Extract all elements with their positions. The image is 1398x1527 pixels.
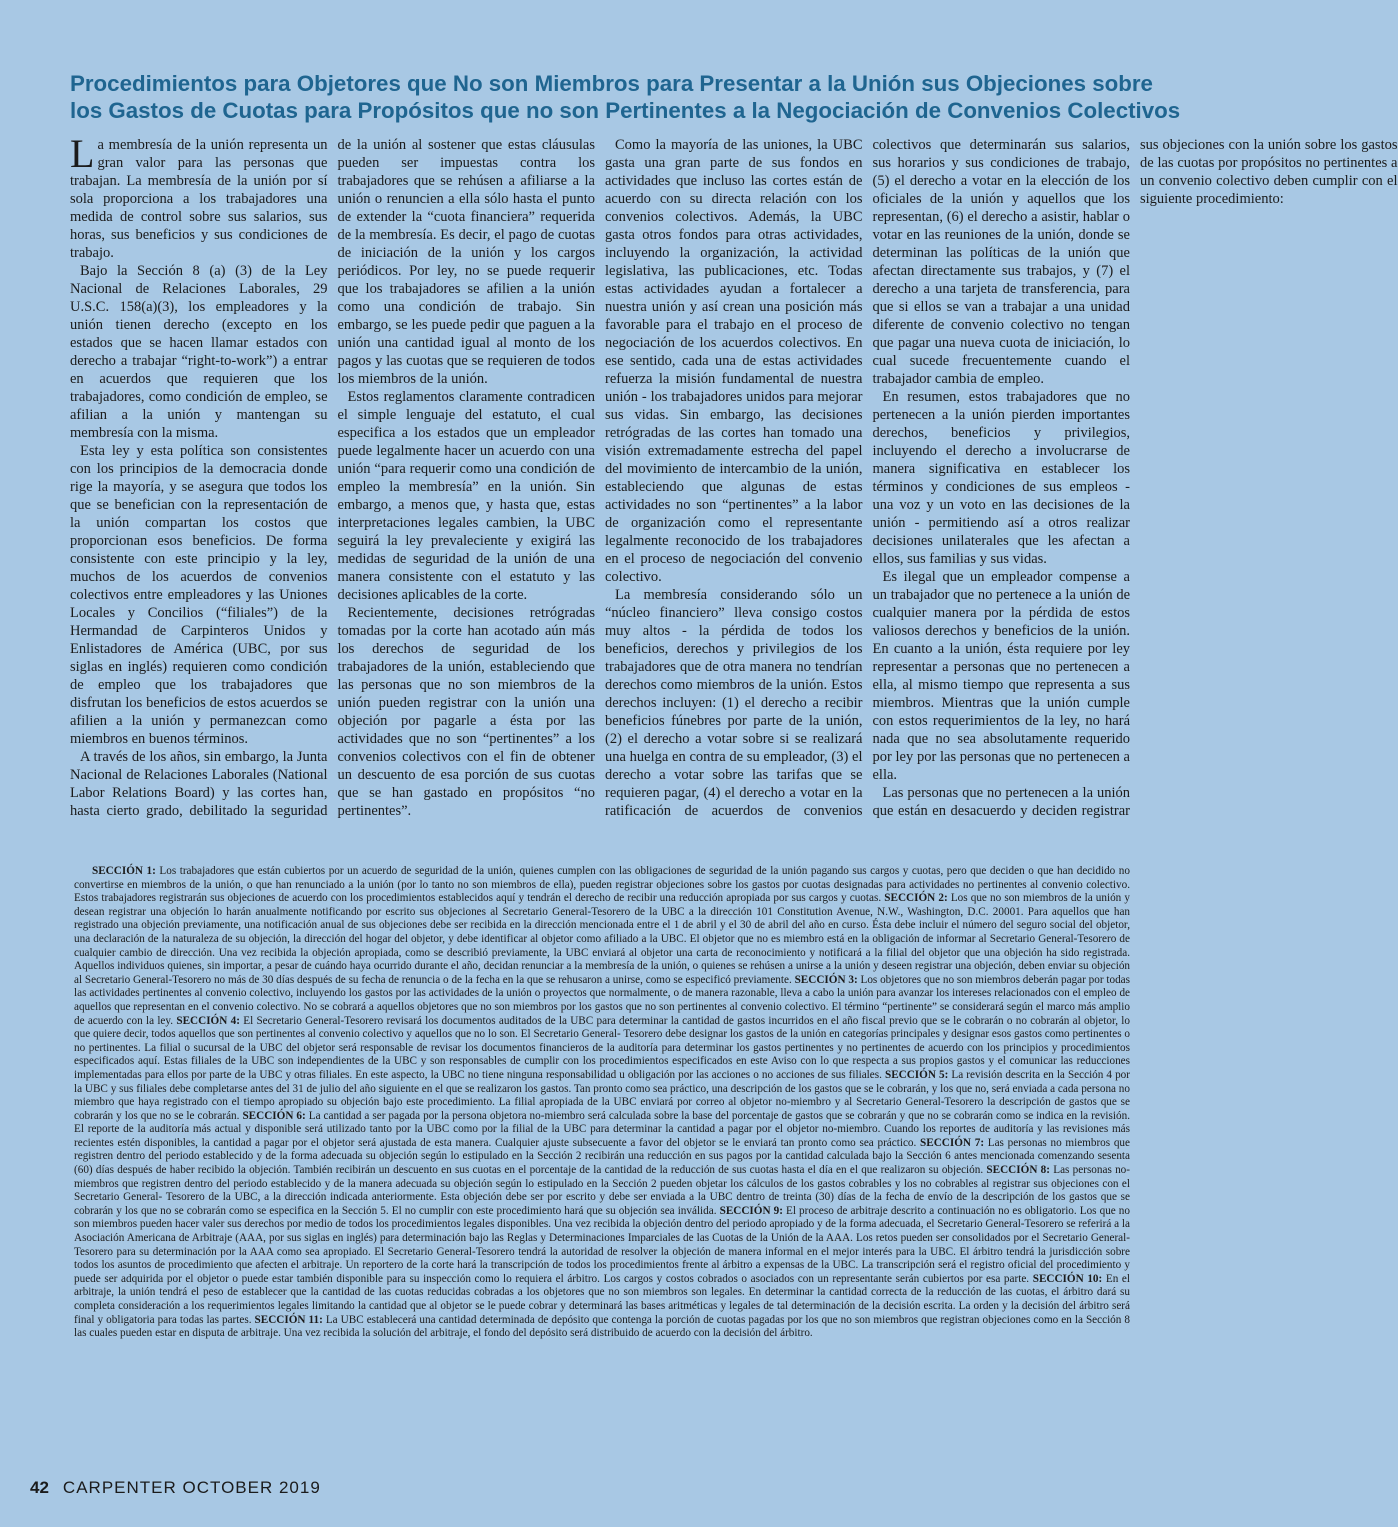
section-label: SECCIÓN 6: <box>242 1109 306 1122</box>
title-line-1: Procedimientos para Objetores que No son Miembros para Presentar a la Unión sus Objeciones sobre <box>70 71 1153 96</box>
article-body <box>70 131 1398 836</box>
section-label: SECCIÓN 5: <box>884 1068 949 1081</box>
body-paragraph: Recientemente, decisiones retrógradas tomadas por la corte han acotado aún más los derechos de seguridad de los trabajadores de la unión, estableciendo que las personas que no son miembros de la unión pueden registrar con la unión una objeción por pagarle a ésta por las actividades que no son “pertinentes” a los convenios colectivos con el fin de obtener un descuento de esa porción de sus cuotas que se han gastado en propósitos “no pertinentes”. <box>337 605 595 819</box>
section-label: SECCIÓN 1: <box>92 865 156 877</box>
section-text: Los que no son miembros de la unión y desean registrar una objeción lo harán anualmente notificando por escrito sus objeciones al Secretario General-Tesorero de la UBC a la dirección 101 Constitution Avenue, N.W., Washington, D.C. 20001. Para aquellos que han registrado una objeción previamente, una notificación anual de sus objeciones debe ser recibida en la dirección mencionada entre el 1 de abril y el 30 de abril del año en curso. Ésta debe incluir el número del seguro social del objetor, una declaración de la naturaleza de su objeción, la dirección del hogar del objetor, y debe identificar al objetor como afiliado a la UBC. El objetor que no es miembro está en la obligación de informar al Secretario General-Tesorero de cualquier cambio de dirección. Una vez recibida la objeción apropiada, como se describió previamente, la UBC enviará al objetor una carta de reconocimiento y notificará a la filial del objetor que una objeción ha sido registrada. Aquellos individuos quienes, sin importar, a pesar de cuándo haya ocurrido durante el año, decidan renunciar a la membresía de la unión, o quienes se rehúsen a unirse a la unión y deseen registrar una objeción, deben enviar su objeción al Secretario General-Tesorero no más de 30 días después de su fecha de renuncia o de la fecha en la que se rehusaron a unirse, como se especificó previamente. <box>74 892 1130 986</box>
section-label: SECCIÓN 8: <box>986 1164 1050 1177</box>
section-label: SECCIÓN 7: <box>920 1136 985 1149</box>
magazine-issue: CARPENTER OCTOBER 2019 <box>62 1478 321 1497</box>
section-text: Las personas no-miembros que registren dentro del periodo establecido y de la manera adecuada su objeción según lo estipulado en la Sección 2 pueden objetar los cálculos de los gastos cobrables y los no cobrables al registrar sus objeciones con el Secretario General- Tesorero de la UBC, a la dirección indicada anteriormente. Esta objeción debe ser por escrito y debe ser enviada a la UBC dentro de treinta (30) días de la fecha de envío de la descripción de los gastos que se cobrarán y los que no se cobrarán como se especifica en la Sección 5. El no cumplir con este procedimiento hará que su objeción sea inválida. <box>74 1164 1130 1217</box>
section-text: Los trabajadores que están cubiertos por un acuerdo de seguridad de la unión, quienes cumplen con las obligaciones de seguridad de la unión pagando sus cargos y cuotas, pero que deciden o que han decidido no convertirse en miembros de la unión, o que han renunciado a la unión (por lo tanto no son miembros de ella), pueden registrar objeciones sobre los gastos por cuotas designadas para actividades no pertinentes al convenio colectivo. Estos trabajadores registrarán sus objeciones de acuerdo con los procedimientos establecidos aquí y tendrán el derecho de recibir una reducción apropiada por sus cargos y cuotas. <box>74 865 1130 905</box>
body-paragraph: Las personas que no pertenecen a la unión que están en desacuerdo y deciden registrar sus objeciones con la unión sobre los gastos de las cuotas por propósitos no pertinentes a un convenio colectivo deben cumplir con el siguiente procedimiento: <box>872 137 1398 819</box>
section-label: SECCIÓN 10: <box>1032 1272 1103 1285</box>
page-title <box>70 70 1181 124</box>
body-paragraph: Es ilegal que un empleador compense a un trabajador que no pertenece a la unión de cualquier manera por la pérdida de estos valiosos derechos y beneficios de la unión. En cuanto a la unión, ésta requiere por ley representar a personas que no pertenecen a ella, al mismo tiempo que representa a sus miembros. Mientras que la unión cumple con estos requerimientos de la ley, no hará nada que no sea absolutamente requerido por ley por las personas que no pertenecen a ella. <box>872 569 1130 783</box>
section-text: Las personas no miembros que registren dentro del periodo establecido y de la forma adecuada su objeción según lo estipulado en la Sección 2 recibirán una reducción en sus pagos por la cantidad calculada bajo la Sección 6 antes mencionada comenzando sesenta (60) días después de haber recibido la objeción. También recibirán un descuento en sus cuotas en el porcentaje de la cantidad de la reducción de sus cuotas hasta el día en el que realizaron su objeción. <box>74 1136 1130 1177</box>
body-paragraph: A través de los años, sin embargo, la Junta Nacional de Relaciones Laborales (National Labor Relations Board) y las cortes han, hasta cierto grado, debilitado la seguridad de la unión al sostener que estas cláusulas pueden ser impuestas contra los trabajadores que se rehúsen a afiliarse a la unión o renuncien a ella sólo hasta el punto de extender la “cuota financiera” requerida de la membresía. Es decir, el pago de cuotas de iniciación de la unión y los cargos periódicos. Por ley, no se puede requerir que los trabajadores se afilien a la unión como una condición de trabajo. Sin embargo, se les puede pedir que paguen a la unión una cantidad igual al monto de los pagos y las cuotas que se requieren de todos los miembros de la unión. <box>70 137 595 819</box>
section-label: SECCIÓN 9: <box>719 1204 783 1217</box>
page-footer <box>30 1478 321 1498</box>
section-label: SECCIÓN 2: <box>884 892 948 905</box>
section-text: La revisión descrita en la Sección 4 por la UBC y sus filiales debe completarse antes del 31 de julio del año siguiente en el que se realizaron los gastos. Tan pronto como sea práctico, una descripción de los gastos que se le cobrarán, y los que no, será enviada a cada persona no miembro que haya registrado con el tiempo apropiado su objeción bajo este procedimiento. La filial apropiada de la UBC enviará por correo al objetor no-miembro y al Secretario General-Tesorero la descripción de gastos que se cobrarán y los que no se le cobrarán. <box>74 1068 1130 1122</box>
section-text: El Secretario General-Tesorero revisará los documentos auditados de la UBC para determinar la cantidad de gastos incurridos en el año fiscal previo que se le cobrarán o no cobrarán al objetor, lo que quiere decir, todos aquellos que son pertinentes al convenio colectivo y aquellos que no lo son. El Secretario General- Tesorero debe designar los gastos de la unión en categorías principales y designar esos gastos como pertinentes o no pertinentes. La filial o sucursal de la UBC del objetor será responsable de revisar los documentos financieros de la auditoría para determinar los gastos pertinentes y no pertinentes de acuerdo con los principios y procedimientos especificados aquí. Estas filiales de la UBC son independientes de la UBC y son responsables de cumplir con los procedimientos especificados en este Aviso con lo que respecta a sus propios gastos y el comunicar las reducciones implementadas para ellos por parte de la UBC y otras filiales. En este aspecto, la UBC no tiene ninguna responsabilidad u obligación por las acciones o no acciones de sus filiales. <box>74 1014 1131 1081</box>
body-paragraph: La membresía de la unión representa un gran valor para las personas que trabajan. La membresía de la unión por sí sola proporciona a los trabajadores una medida de control sobre sus salarios, sus horas, sus beneficios y sus condiciones de trabajo. <box>70 131 328 261</box>
page-number: 42 <box>30 1478 49 1497</box>
section-text: La UBC establecerá una cantidad determinada de depósito que contenga la porción de cuotas pagadas por los que no son miembros que registran objeciones como en la Sección 8 las cuales pueden estar en disputa de arbitraje. Una vez recibida la solución del arbitraje, el fondo del depósito será distribuido de acuerdo con la decisión del árbitro. <box>74 1313 1130 1340</box>
section-label: SECCIÓN 11: <box>254 1313 323 1326</box>
section-text: En el arbitraje, la unión tendrá el peso de establecer que la cantidad de las cuotas reducidas cobradas a los objetores que no son miembros son legales. En determinar la cantidad correcta de la reducción de las cuotas, el árbitro dará su completa consideración a los requerimientos legales limitando la cantidad que al objetor se le puede cobrar y determinará las bases aritméticas y legales de tal determinación de la decisión escrita. La orden y la decisión del árbitro será final y obligatoria para todas las partes. <box>74 1272 1131 1326</box>
body-paragraph: Esta ley y esta política son consistentes con los principios de la democracia donde rige la mayoría, y se asegura que todos los que se benefician con la representación de la unión compartan los costos que proporcionan esos beneficios. De forma consistente con este principio y la ley, muchos de los acuerdos de convenios colectivos entre empleadores y las Uniones Locales y Concilios (“filiales”) de la Hermandad de Carpinteros Unidos y Enlistadores de América (UBC, por sus siglas en inglés) requieren como condición de empleo que los trabajadores que disfrutan los beneficios de estos acuerdos se afilien a la unión y permanezcan como miembros en buenos términos. <box>70 443 328 747</box>
body-paragraph: Como la mayoría de las uniones, la UBC gasta una gran parte de sus fondos en actividades que incluso las cortes están de acuerdo con su directa relación con los convenios colectivos. Además, la UBC gasta otros fondos para otras actividades, incluyendo la organización, la actividad legislativa, las publicaciones, etc. Todas estas actividades ayudan a fortalecer a nuestra unión y así crean una posición más favorable para el trabajo en el proceso de negociación de los acuerdos colectivos. En ese sentido, cada una de estas actividades refuerza la misión fundamental de nuestra unión - los trabajadores unidos para mejorar sus vidas. Sin embargo, las decisiones retrógradas de las cortes han tomado una visión extremadamente estrecha del papel del movimiento de intercambio de la unión, estableciendo que algunas de estas actividades no son “pertinentes” a la labor de organización como el representante legalmente reconocido de los trabajadores en el proceso de negociación del convenio colectivo. <box>605 137 863 585</box>
title-line-2: los Gastos de Cuotas para Propósitos que no son Pertinentes a la Negociación de Convenios Colectivos <box>70 98 1181 123</box>
section-text: El proceso de arbitraje descrito a continuación no es obligatorio. Los que no son miembros pueden hacer valer sus derechos por medio de todos los procedimientos legales disponibles. Una vez recibida la objeción dentro del periodo apropiado y de la forma adecuada, el Secretario General-Tesorero se referirá a la Asociación Americana de Arbitraje (AAA, por sus siglas en inglés) para determinación bajo las Reglas y Determinaciones Imparciales de las Cuotas de la Unión de la AAA. Los retos pueden ser consolidados por el Secretario General-Tesorero para su determinación por la AAA como sea apropiado. El Secretario General-Tesorero tendrá la autoridad de resolver la objeción de manera informal en el mejor interés para la UBC. El árbitro tendrá la jurisdicción sobre todos los asuntos de procedimiento que afecten el arbitraje. Un reportero de la corte hará la transcripción de todos los procedimientos frente al árbitro a expensas de la UBC. La transcripción será el registro oficial del procedimiento y puede ser adquirida por el objetor o puede estar también disponible para su inspección como lo requiera el árbitro. Los cargos y costos cobrados o asociados con un representante serán cubiertos por esa parte. <box>74 1204 1130 1285</box>
drop-cap: L <box>70 131 95 176</box>
body-paragraph: Bajo la Sección 8 (a) (3) de la Ley Nacional de Relaciones Laborales, 29 U.S.C. 158(a)(3), los empleadores y la unión tienen derecho (excepto en los estados que se hacen llamar estados con derecho a trabajar “right-to-work”) a entrar en acuerdos que requieren que los trabajadores, como condición de empleo, se afilian a la unión y mantengan su membresía con la misma. <box>70 263 328 441</box>
section-text: Los objetores que no son miembros deberán pagar por todas las actividades pertinentes al convenio colectivo, incluyendo los gastos por las actividades de la unión o proyectos que normalmente, o de manera razonable, lleva a cabo la unión para avanzar los intereses relacionados con el empleo de aquellos que representan en el convenio colectivo. No se cobrará a aquellos objetores que no son miembros por los gastos que no son pertinentes al convenio colectivo. El término “pertinente” se considerará según el marco más amplio de acuerdo con la ley. <box>74 973 1130 1027</box>
body-paragraph: Estos reglamentos claramente contradicen el simple lenguaje del estatuto, el cual especifica a los estados que un empleador puede legalmente hacer un acuerdo con una unión “para requerir como una condición de empleo la membresía” en la unión. Sin embargo, a menos que, y hasta que, estas interpretaciones legales cambien, la UBC seguirá la ley prevaleciente y exigirá las medidas de seguridad de la unión de una manera consistente con el estatuto y las decisiones aplicables de la corte. <box>337 389 595 603</box>
body-paragraph: La membresía considerando sólo un “núcleo financiero” lleva consigo costos muy altos - la pérdida de todos los beneficios, derechos y privilegios de los trabajadores que de otra manera no tendrían derechos como miembros de la unión. Estos derechos incluyen: (1) el derecho a recibir beneficios fúnebres por parte de la unión, (2) el derecho a votar sobre si se realizará una huelga en contra de su empleador, (3) el derecho a votar sobre las tarifas que se requieren pagar, (4) el derecho a votar en la ratificación de acuerdos de convenios colectivos que determinarán sus salarios, sus horarios y sus condiciones de trabajo, (5) el derecho a votar en la elección de los oficiales de la unión y aquellos que los representan, (6) el derecho a asistir, hablar o votar en las reuniones de la unión, donde se determinan las políticas de la unión que afectan directamente sus trabajos, y (7) el derecho a una tarjeta de transferencia, para que si ellos se van a trabajar a una unidad diferente de convenio colectivo no tengan que pagar una nueva cuota de iniciación, lo cual sucede frecuentemente cuando el trabajador cambia de empleo. <box>605 137 1130 819</box>
legal-notice <box>74 865 1130 1341</box>
section-label: SECCIÓN 3: <box>794 973 858 986</box>
section-text: La cantidad a ser pagada por la persona objetora no-miembro será calculada sobre la base del porcentaje de gastos que se cobrarán y que no se cobrarán como se indica en la revisión. El reporte de la auditoría más actual y disponible será utilizado tanto por la UBC como por la filial de la UBC para determinar la cantidad a pagar por el objetor no-miembro. Cuando los reportes de auditoría y las revisiones más recientes estén disponibles, la cantidad a pagar por el objetor será ajustada de esta manera. Cualquier ajuste subsecuente a favor del objetor se le enviará tan pronto como sea práctico. <box>74 1109 1130 1149</box>
section-label: SECCIÓN 4: <box>176 1014 240 1027</box>
body-paragraph: En resumen, estos trabajadores que no pertenecen a la unión pierden importantes derechos, beneficios y privilegios, incluyendo el derecho a involucrarse de manera significativa en establecer los términos y condiciones de sus empleos - una voz y un voto en las decisiones de la unión - permitiendo así a otros realizar decisiones unilaterales que les afectan a ellos, sus familias y sus vidas. <box>872 389 1130 567</box>
